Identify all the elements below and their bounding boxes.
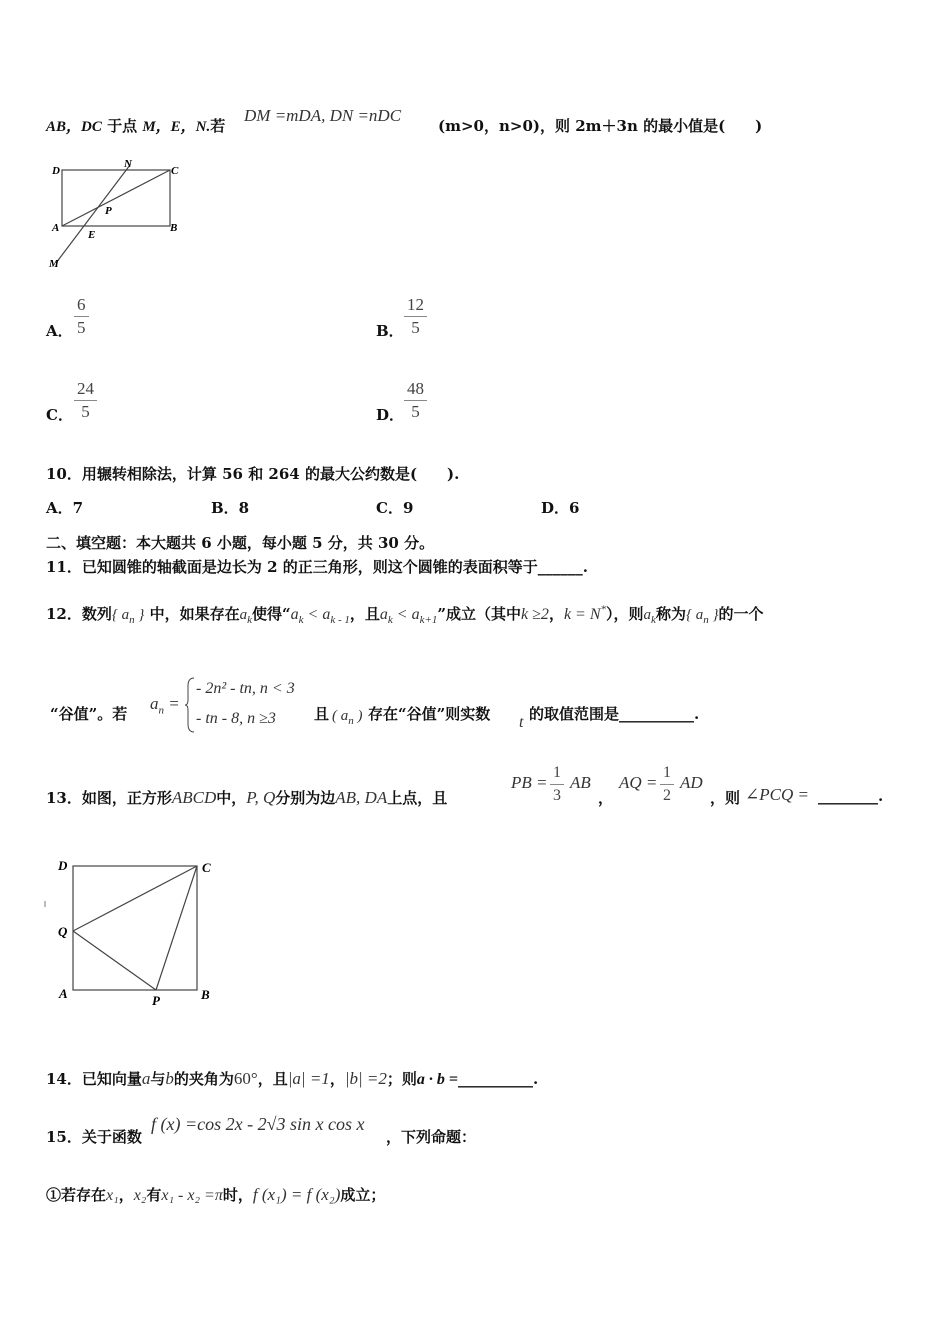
q9-fig-label-d: D <box>52 165 60 177</box>
q12-cond1: k ≥2 <box>521 606 549 623</box>
q9-option-b-num: 12 <box>404 294 427 317</box>
q13-aq: AQ = <box>619 773 658 792</box>
q15-holds: 成立； <box>340 1186 386 1204</box>
q12-line2-end: 的取值范围是__________. <box>529 705 700 723</box>
q13-frac1-den: 3 <box>553 787 561 804</box>
q15-item1-start: ①若存在 <box>46 1186 107 1204</box>
q12-ineq1: $a_k < a_{k - 1}$ <box>290 606 350 627</box>
q13-ad: AD <box>680 773 703 792</box>
q9-option-c[interactable] <box>46 404 73 425</box>
q9-fig-label-b: B <box>170 222 178 234</box>
q12-text-4: ，且 <box>349 605 380 623</box>
q12-piece-2: - tn - 8, n ≥3 <box>196 710 276 727</box>
q13-sep: ， <box>598 789 614 807</box>
q12-text-7: ），则 <box>606 605 644 623</box>
q9-fig-label-a: A <box>52 222 60 234</box>
q12-ineq2: $a_k < a_{k+1}$ <box>379 606 438 627</box>
q11-stem: 11．已知圆锥的轴截面是边长为 2 的正三角形，则这个圆锥的表面积等于______. <box>46 558 588 576</box>
section-heading: 二、填空题：本大题共 6 小题，每小题 5 分，共 30 分。 <box>46 534 435 552</box>
q14-text-2: 与 <box>150 1070 166 1088</box>
q15-x1: x₁ <box>106 1187 119 1204</box>
q9-option-a-letter: A． <box>46 322 73 340</box>
q9-fig-label-e: E <box>88 229 96 241</box>
q13-ab: AB <box>570 773 591 792</box>
q9-condition-math: DM =mDA, DN =nDC <box>244 106 402 125</box>
q14-text-5: ， <box>329 1070 345 1088</box>
q14-a: a <box>141 1069 151 1088</box>
q13-text-1: 13．如图，正方形 <box>46 789 172 807</box>
q14-text-6: ；则 <box>386 1070 417 1088</box>
q15-stem-end: ，下列命题： <box>386 1128 477 1146</box>
q13-fig-label-p: P <box>152 993 160 1008</box>
q15-x2: x₂ <box>133 1187 147 1204</box>
q13-frac1 <box>550 762 564 807</box>
q13-frac2-den: 2 <box>663 787 671 804</box>
q13-pq: P, Q <box>246 788 276 807</box>
q15-stem-start: 15．关于函数 <box>46 1128 142 1146</box>
q13-text-3: 分别为边 <box>275 789 336 807</box>
q14-answer-blank[interactable]: __________. <box>458 1070 539 1088</box>
q13-abcd: ABCD <box>171 788 217 807</box>
q9-option-c-den: 5 <box>81 402 90 421</box>
q14-text-1: 14．已知向量 <box>46 1070 142 1088</box>
q12-line2-and: 且 <box>314 705 330 723</box>
q13-fig-label-q: Q <box>58 924 68 939</box>
q13-text-5: ，则 <box>710 789 741 807</box>
q9-option-b-frac <box>404 294 427 339</box>
q13-pb: PB = <box>511 773 548 792</box>
q9-option-d-num: 48 <box>404 378 427 401</box>
q12-ak-2: $a_k$ <box>643 607 656 626</box>
q12-text-3: 使得“ <box>252 605 291 623</box>
q13-fig-label-d: D <box>58 858 68 873</box>
q10-option-c[interactable]: C．9 <box>376 499 414 517</box>
q12-seq-3: ( $a_n$ ) <box>332 708 363 727</box>
q15-item1 <box>46 1184 385 1205</box>
q12-text-5: ”成立（其中 <box>437 605 522 623</box>
q9-option-a[interactable] <box>46 320 73 341</box>
q9-fig-label-n: N <box>124 158 132 170</box>
q12-text-2: 中，如果存在 <box>149 605 240 623</box>
q13-stem <box>46 787 447 808</box>
q9-option-a-frac <box>74 294 89 339</box>
q15-diff: x₁ - x₂ =π <box>161 1187 223 1204</box>
q9-fig-label-m: M <box>49 258 59 270</box>
q12-t-var: t <box>519 714 524 731</box>
q13-text-4: 上点，且 <box>387 789 448 807</box>
q13-frac1-num: 1 <box>550 762 564 785</box>
q13-text-2: 中， <box>216 789 247 807</box>
q9-option-b-den: 5 <box>411 318 420 337</box>
q12-cond2: k = N* <box>563 603 607 623</box>
q12-text-8: 称为 <box>655 605 686 623</box>
q14-norm-a: |a| =1 <box>287 1069 330 1088</box>
q14-dot: a · b = <box>416 1071 459 1088</box>
q13-fig-label-c: C <box>202 860 211 875</box>
q9-fig-label-p: P <box>105 205 112 217</box>
q9-option-d[interactable] <box>376 404 404 425</box>
q9-figure <box>44 152 194 274</box>
q13-frac2-num: 1 <box>660 762 674 785</box>
q9-option-d-letter: D． <box>376 406 405 424</box>
q15-has: 有 <box>146 1186 162 1204</box>
q13-angle: ∠PCQ = <box>745 785 809 804</box>
q12-seq: { $a_n$ } <box>111 607 145 626</box>
q9-option-c-frac <box>74 378 97 423</box>
q10-stem: 10．用辗转相除法，计算 56 和 264 的最大公约数是( ). <box>46 465 460 483</box>
q14-b: b <box>165 1069 174 1088</box>
q12-text-6: ， <box>548 605 564 623</box>
q12-line2-start: “谷值”。若 <box>50 705 128 723</box>
q12-line1 <box>46 603 763 626</box>
q14-text-4: ，且 <box>257 1070 288 1088</box>
q12-text-9: 的一个 <box>718 605 764 623</box>
q15-func: f (x) =cos 2x - 2√3 sin x cos x <box>151 1114 365 1134</box>
q12-label: 12．数列 <box>46 605 112 623</box>
q9-stem <box>46 115 225 136</box>
q9-intro-text: 于点 <box>107 117 138 135</box>
q9-option-a-num: 6 <box>74 294 89 317</box>
q9-intro-if: 若 <box>210 117 226 135</box>
q12-piece-lhs: $a_n$ = <box>150 694 180 717</box>
q15-sep: ， <box>118 1186 134 1204</box>
q9-intro-points: M，E，N. <box>142 119 211 135</box>
q14-norm-b: |b| =2 <box>344 1069 387 1088</box>
q12-line2-mid: 存在“谷值”则实数 <box>368 705 491 723</box>
q9-option-c-letter: C． <box>46 406 73 424</box>
q13-figure <box>44 855 224 1015</box>
q13-fig-label-a: A <box>59 986 68 1001</box>
q13-answer-blank[interactable]: ________. <box>818 787 884 805</box>
q9-constraint: (m>0，n>0)，则 2m＋3n 的最小值是( ) <box>438 117 763 135</box>
q13-sides: AB, DA <box>335 788 388 807</box>
q13-frac2 <box>660 762 674 807</box>
q10-option-b[interactable]: B．8 <box>211 499 250 517</box>
q14-text-3: 的夹角为 <box>173 1070 234 1088</box>
q9-option-c-num: 24 <box>74 378 97 401</box>
q12-ak: $a_k$ <box>239 607 253 626</box>
q13-fig-label-b: B <box>201 987 210 1002</box>
q9-fig-label-c: C <box>171 165 179 177</box>
q12-piece-1: - 2n² - tn, n < 3 <box>196 680 295 697</box>
q12-seq-2: { $a_n$ } <box>685 607 719 626</box>
q9-option-d-frac <box>404 378 427 423</box>
q14-angle: 60° <box>233 1069 258 1088</box>
q12-piece-brace <box>184 676 196 734</box>
q9-option-a-den: 5 <box>77 318 86 337</box>
q10-option-a[interactable]: A．7 <box>46 499 84 517</box>
q15-eq: f (x₁) = f (x₂) <box>252 1185 341 1204</box>
q9-option-b[interactable] <box>376 320 404 341</box>
q9-intro-labels: AB，DC <box>46 119 102 135</box>
q14-stem <box>46 1068 538 1089</box>
q15-when: 时， <box>222 1186 253 1204</box>
q10-option-d[interactable]: D．6 <box>541 499 580 517</box>
q9-option-b-letter: B． <box>376 322 404 340</box>
q9-option-d-den: 5 <box>411 402 420 421</box>
